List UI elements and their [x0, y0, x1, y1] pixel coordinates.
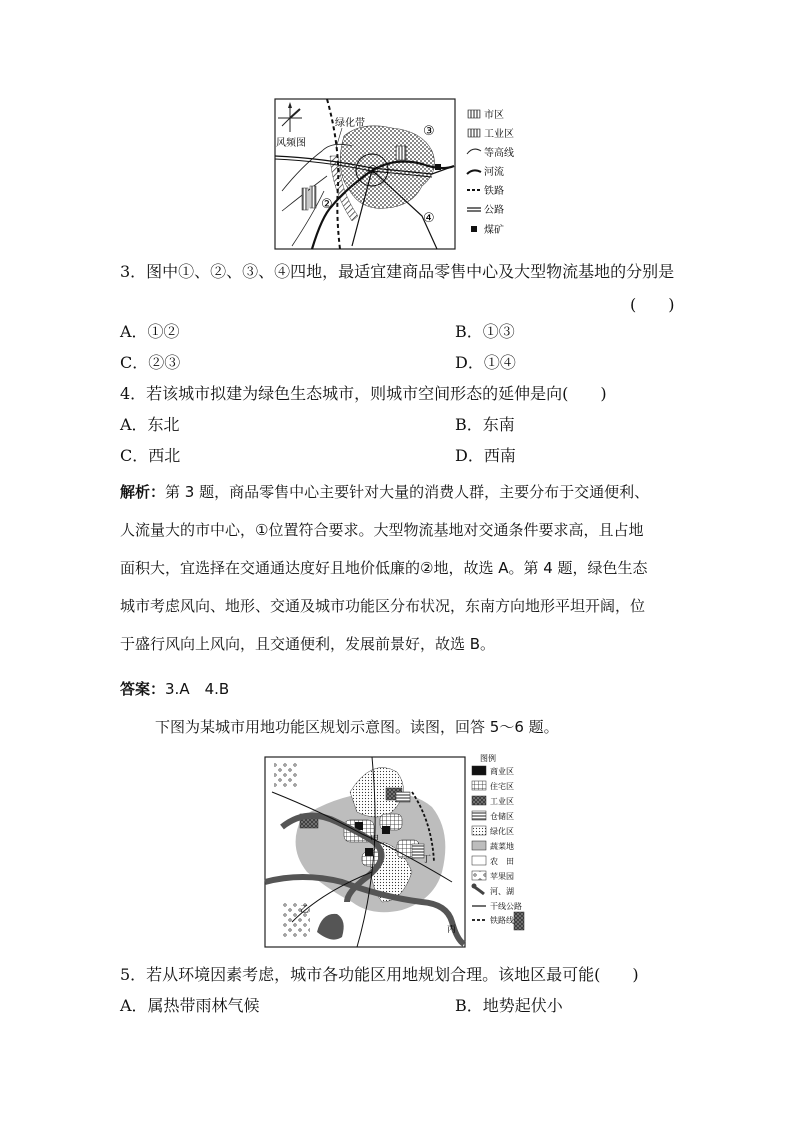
storage-zone [396, 792, 410, 802]
site-4: ④ [423, 211, 435, 226]
analysis-line-5: 于盛行风向上风向，且交通便利，发展前景好，故选 B。 [120, 635, 496, 653]
site-ding: 丁 [422, 855, 432, 865]
svg-text:蔬菜地: 蔬菜地 [490, 842, 514, 851]
q3-option-c[interactable]: C．②③ [120, 353, 181, 372]
svg-text:工业区: 工业区 [484, 129, 514, 140]
svg-text:住宅区: 住宅区 [490, 782, 514, 791]
q5-option-a[interactable]: A．属热带雨林气候 [120, 996, 260, 1015]
answer-text: 3.A 4.B [165, 680, 230, 698]
analysis-line-4: 城市考虑风向、地形、交通及城市功能区分布状况，东南方向地形平坦开阔，位 [120, 597, 646, 615]
site-bing: 丙 [447, 925, 457, 935]
q3-paren: ( ) [630, 295, 675, 314]
site-2: ② [321, 197, 333, 212]
svg-text:图例: 图例 [480, 754, 496, 763]
q3-option-d[interactable]: D．①④ [455, 353, 516, 372]
analysis-line-1: 解析：第 3 题，商品零售中心主要针对大量的消费人群，主要分布于交通便利、 [120, 483, 650, 501]
wind-label: 风频图 [276, 138, 306, 149]
q4-option-a[interactable]: A．东北 [120, 415, 180, 434]
site-3: ③ [423, 124, 435, 139]
q3-option-a[interactable]: A．①② [120, 322, 180, 341]
svg-text:商业区: 商业区 [490, 767, 514, 776]
svg-text:绿化区: 绿化区 [490, 827, 514, 836]
map1-legend [467, 108, 514, 236]
coal-mine-icon [435, 164, 441, 170]
svg-text:工业区: 工业区 [490, 797, 514, 806]
q5-stem: 5．若从环境因素考虑，城市各功能区用地规划合理。该地区最可能( ) [120, 965, 639, 984]
q3-stem: 3．图中①、②、③、④四地，最适宜建商品零售中心及大型物流基地的分别是 [120, 262, 675, 281]
site-jia: 甲 [370, 835, 380, 845]
orchard-zone [274, 762, 298, 788]
svg-text:苹果园: 苹果园 [490, 872, 514, 881]
answer [120, 679, 229, 699]
svg-text:铁路: 铁路 [484, 186, 504, 197]
q3-option-b[interactable]: B．①③ [455, 322, 515, 341]
greenbelt-label: 绿化带 [335, 118, 365, 129]
analysis-line-2: 人流量大的市中心，①位置符合要求。大型物流基地对交通条件要求高，且占地 [120, 521, 644, 539]
svg-text:市区: 市区 [484, 110, 504, 121]
svg-text:铁路线: 铁路线 [490, 916, 514, 925]
q4-option-d[interactable]: D．西南 [455, 446, 516, 465]
site-1: ① [367, 164, 379, 179]
svg-text:煤矿: 煤矿 [484, 225, 504, 236]
city-map-2 [262, 752, 542, 952]
q4-stem: 4．若该城市拟建为绿色生态城市，则城市空间形态的延伸是向( ) [120, 384, 607, 403]
city-map-1 [272, 96, 534, 252]
site-yi: 乙 [300, 905, 310, 915]
q4-option-c[interactable]: C．西北 [120, 446, 181, 465]
map2-legend [472, 753, 523, 925]
svg-text:仓储区: 仓储区 [490, 812, 514, 821]
svg-text:河流: 河流 [484, 167, 504, 178]
svg-text:公路: 公路 [484, 205, 504, 216]
intro-q5-6: 下图为某城市用地功能区规划示意图。读图，回答 5～6 题。 [155, 718, 559, 736]
svg-text:干线公路: 干线公路 [490, 902, 522, 911]
q5-option-b[interactable]: B．地势起伏小 [455, 996, 563, 1015]
svg-text:等高线: 等高线 [484, 148, 514, 159]
svg-text:农 田: 农 田 [490, 857, 514, 866]
svg-text:河、湖: 河、湖 [490, 887, 514, 896]
analysis-line-3: 面积大，宜选择在交通通达度好且地价低廉的②地，故选 A。第 4 题，绿色生态 [120, 559, 648, 577]
answer-label: 答案： [120, 680, 166, 698]
analysis-label: 解析： [120, 483, 166, 501]
q4-option-b[interactable]: B．东南 [455, 415, 515, 434]
